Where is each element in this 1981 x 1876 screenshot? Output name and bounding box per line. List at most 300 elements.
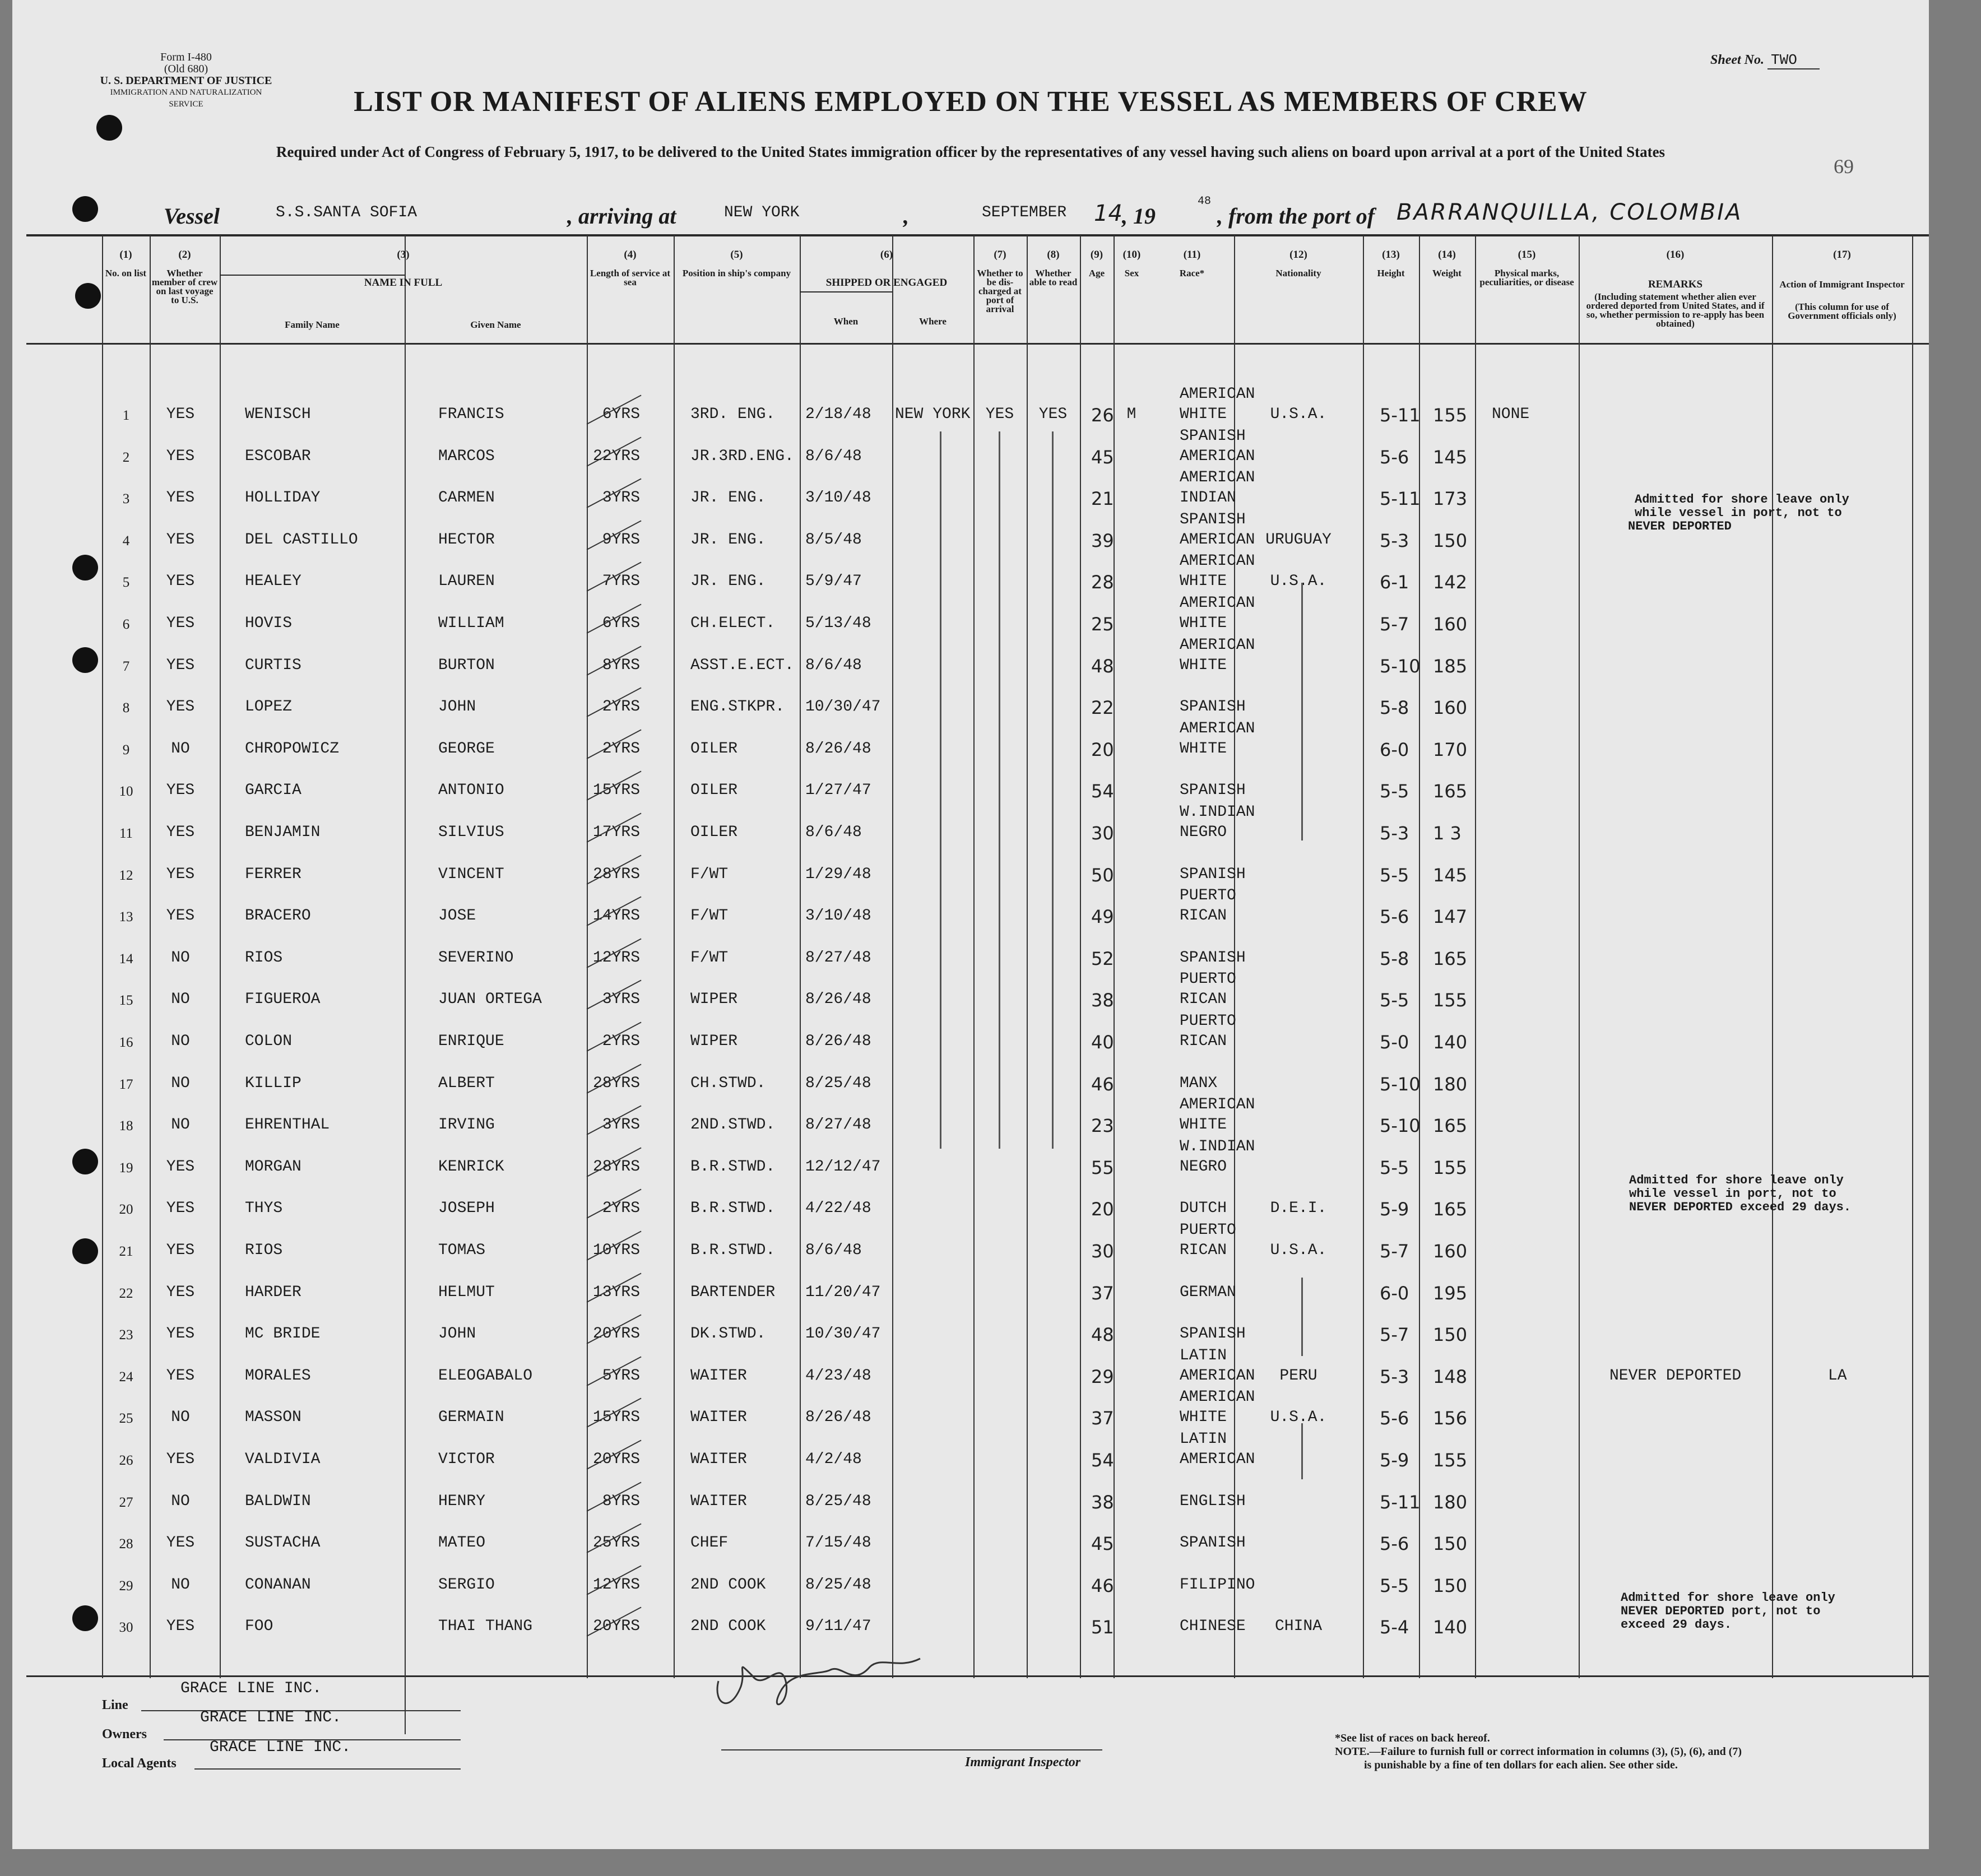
given-name: KENRICK bbox=[438, 1158, 504, 1176]
race-line-2: DUTCH bbox=[1180, 1200, 1227, 1218]
race-line-2: AMERICAN bbox=[1180, 447, 1255, 465]
col-given-label: Given Name bbox=[470, 319, 521, 330]
position: JR. ENG. bbox=[690, 531, 766, 549]
service-length: 8YRS bbox=[602, 1492, 640, 1510]
given-name: JOHN bbox=[438, 1325, 476, 1343]
inspector-signature bbox=[707, 1636, 943, 1720]
manifest-sheet bbox=[12, 0, 1929, 1849]
race-line-2: RICAN bbox=[1180, 1033, 1227, 1050]
prev-voyage: NO bbox=[171, 1409, 190, 1427]
position: WAITER bbox=[690, 1451, 747, 1468]
column-rule bbox=[1363, 235, 1364, 1678]
age: 54 bbox=[1091, 1450, 1114, 1471]
col-c17-num: (17) bbox=[1833, 249, 1851, 261]
height: 5-11 bbox=[1380, 405, 1421, 426]
position: WAITER bbox=[690, 1492, 747, 1510]
col-c14-label: Weight bbox=[1432, 268, 1462, 278]
owners-value: GRACE LINE INC. bbox=[200, 1709, 342, 1726]
race-line-2: RICAN bbox=[1180, 907, 1227, 925]
arrival-day: 14 bbox=[1094, 201, 1122, 226]
year-label: , 19 bbox=[1122, 203, 1156, 229]
prev-voyage: YES bbox=[166, 1200, 195, 1218]
position: WAITER bbox=[690, 1367, 747, 1385]
row-number: 25 bbox=[119, 1411, 133, 1427]
col-c17-sub: (This column for use of Government officials only) bbox=[1788, 301, 1896, 321]
race-line-2: CHINESE bbox=[1180, 1618, 1246, 1636]
col-c15-num: (15) bbox=[1518, 249, 1536, 261]
nationality: CHINA bbox=[1274, 1618, 1322, 1636]
height: 5-5 bbox=[1380, 1157, 1409, 1178]
weight: 180 bbox=[1433, 1073, 1468, 1095]
height: 5-4 bbox=[1380, 1617, 1409, 1638]
remark-stamp-1: Admitted for shore leave only while vessel in port, not to NEVER DEPORTED bbox=[1628, 493, 1849, 533]
col-c14-num: (14) bbox=[1438, 249, 1456, 261]
height: 5-9 bbox=[1380, 1450, 1409, 1471]
col-c12-num: (12) bbox=[1289, 249, 1307, 261]
position: OILER bbox=[690, 782, 738, 800]
race-line-2: WHITE bbox=[1180, 740, 1227, 758]
col-c5-num: (5) bbox=[730, 249, 743, 261]
owners-label: Owners bbox=[102, 1727, 147, 1742]
position: 2ND COOK bbox=[690, 1576, 766, 1594]
family-name: RIOS bbox=[245, 1242, 283, 1259]
service-length: 6YRS bbox=[602, 615, 640, 632]
col-c11-label: Race* bbox=[1179, 268, 1205, 278]
vessel-name: S.S.SANTA SOFIA bbox=[276, 204, 417, 221]
given-name: LAUREN bbox=[438, 573, 495, 591]
underline bbox=[194, 1768, 461, 1770]
service-length: 2YRS bbox=[602, 698, 640, 716]
given-name: ELEOGABALO bbox=[438, 1367, 533, 1385]
row-number: 16 bbox=[119, 1035, 133, 1050]
race-line-1: AMERICAN bbox=[1180, 1096, 1255, 1114]
column-rule bbox=[1579, 235, 1580, 1678]
remarks: NEVER DEPORTED bbox=[1609, 1367, 1742, 1385]
row-number: 23 bbox=[119, 1327, 133, 1343]
family-name: COLON bbox=[245, 1033, 293, 1050]
given-name: GEORGE bbox=[438, 740, 495, 758]
height: 5-11 bbox=[1380, 1491, 1421, 1513]
age: 46 bbox=[1091, 1073, 1114, 1095]
race-line-2: INDIAN bbox=[1180, 489, 1236, 507]
col-c15-label: Physical marks, peculiarities, or disease bbox=[1479, 268, 1574, 287]
arrival-port: NEW YORK bbox=[724, 204, 800, 221]
shipped-when: 1/29/48 bbox=[805, 865, 871, 883]
shipped-when: 8/26/48 bbox=[805, 740, 871, 758]
race-line-2: RICAN bbox=[1180, 1242, 1227, 1259]
service-length: 14YRS bbox=[592, 907, 640, 925]
weight: 1 3 bbox=[1433, 823, 1462, 844]
service-length: 20YRS bbox=[592, 1618, 640, 1636]
col-c2-label: Whether member of crew on last voyage to U.S. bbox=[151, 268, 218, 305]
height: 6-0 bbox=[1380, 1282, 1409, 1304]
given-name: GERMAIN bbox=[438, 1409, 504, 1427]
position: WAITER bbox=[690, 1409, 747, 1427]
weight: 150 bbox=[1433, 1575, 1468, 1596]
shipped-when: 2/18/48 bbox=[805, 406, 871, 423]
prev-voyage: YES bbox=[166, 1283, 195, 1301]
prev-voyage: YES bbox=[166, 1451, 195, 1468]
shipped-when: 8/26/48 bbox=[805, 1033, 871, 1050]
race-line-2: MANX bbox=[1180, 1074, 1218, 1092]
prev-voyage: YES bbox=[166, 615, 195, 632]
service-length: 13YRS bbox=[592, 1283, 640, 1301]
col-c4-num: (4) bbox=[624, 249, 637, 261]
shipped-when: 8/27/48 bbox=[805, 949, 871, 967]
service-length: 2YRS bbox=[602, 1200, 640, 1218]
prev-voyage: YES bbox=[166, 907, 195, 925]
column-rule bbox=[1080, 235, 1081, 1678]
row-number: 18 bbox=[119, 1118, 133, 1134]
col-c10-num: (10) bbox=[1122, 249, 1141, 261]
service-length: 3YRS bbox=[602, 991, 640, 1009]
given-name: SEVERINO bbox=[438, 949, 514, 967]
col-c12-label: Nationality bbox=[1275, 268, 1321, 278]
from-port-label: , from the port of bbox=[1217, 203, 1375, 229]
age: 37 bbox=[1091, 1282, 1114, 1304]
given-name: THAI THANG bbox=[438, 1618, 533, 1636]
height: 5-0 bbox=[1380, 1032, 1409, 1053]
race-line-2: WHITE bbox=[1180, 1409, 1227, 1427]
race-line-1: W.INDIAN bbox=[1180, 804, 1255, 821]
age: 49 bbox=[1091, 906, 1114, 928]
nationality: D.E.I. bbox=[1270, 1200, 1327, 1218]
height: 5-5 bbox=[1380, 1575, 1409, 1596]
height: 5-10 bbox=[1380, 1073, 1421, 1095]
weight: 160 bbox=[1433, 614, 1468, 635]
age: 40 bbox=[1091, 1032, 1114, 1053]
service-length: 20YRS bbox=[592, 1451, 640, 1468]
prev-voyage: YES bbox=[166, 1325, 195, 1343]
ditto-mark bbox=[999, 431, 1000, 1149]
col-c9-label: Age bbox=[1088, 268, 1105, 278]
prev-voyage: NO bbox=[171, 1074, 190, 1092]
service-length: 17YRS bbox=[592, 824, 640, 841]
col-c1-label: No. on list bbox=[105, 268, 147, 278]
weight: 155 bbox=[1433, 1157, 1468, 1178]
service-length: 15YRS bbox=[592, 782, 640, 800]
height: 5-5 bbox=[1380, 781, 1409, 802]
weight: 165 bbox=[1433, 781, 1468, 802]
prev-voyage: NO bbox=[171, 991, 190, 1009]
age: 48 bbox=[1091, 655, 1114, 677]
row-number: 27 bbox=[119, 1494, 133, 1510]
page-title: LIST OR MANIFEST OF ALIENS EMPLOYED ON THE VESSEL AS MEMBERS OF CREW bbox=[354, 86, 1588, 118]
family-name: MORALES bbox=[245, 1367, 311, 1385]
height: 5-6 bbox=[1380, 1533, 1409, 1555]
arrival-year: 48 bbox=[1198, 195, 1212, 208]
height: 5-7 bbox=[1380, 614, 1409, 635]
prev-voyage: YES bbox=[166, 1242, 195, 1259]
service-length: 12YRS bbox=[592, 949, 640, 967]
age: 45 bbox=[1091, 1533, 1114, 1555]
given-name: SERGIO bbox=[438, 1576, 495, 1594]
column-rule bbox=[1772, 235, 1773, 1678]
col-c4-label: Length of service at sea bbox=[590, 268, 671, 287]
race-line-2: FILIPINO bbox=[1180, 1576, 1255, 1594]
family-name: WENISCH bbox=[245, 406, 311, 423]
weight: 155 bbox=[1433, 990, 1468, 1011]
prev-voyage: YES bbox=[166, 573, 195, 591]
age: 37 bbox=[1091, 1408, 1114, 1429]
race-line-2: WHITE bbox=[1180, 1116, 1227, 1134]
height: 5-6 bbox=[1380, 1408, 1409, 1429]
race-line-2: NEGRO bbox=[1180, 824, 1227, 841]
inspector-label: Immigrant Inspector bbox=[965, 1755, 1081, 1770]
position: CH.STWD. bbox=[690, 1074, 766, 1092]
column-rule bbox=[800, 235, 801, 1678]
race-line-1: SPANISH bbox=[1180, 510, 1246, 528]
nationality: U.S.A. bbox=[1270, 573, 1327, 591]
weight: 156 bbox=[1433, 1408, 1468, 1429]
race-line-1: AMERICAN bbox=[1180, 552, 1255, 570]
position: JR. ENG. bbox=[690, 573, 766, 591]
from-port: BARRANQUILLA, COLOMBIA bbox=[1397, 199, 1743, 225]
weight: 155 bbox=[1433, 405, 1468, 426]
ditto-mark bbox=[940, 431, 941, 1149]
given-name: ALBERT bbox=[438, 1074, 495, 1092]
row-number: 22 bbox=[119, 1285, 133, 1301]
age: 48 bbox=[1091, 1324, 1114, 1346]
ditto-mark bbox=[1301, 1278, 1303, 1356]
family-name: BALDWIN bbox=[245, 1492, 311, 1510]
age: 38 bbox=[1091, 990, 1114, 1011]
nationality: U.S.A. bbox=[1270, 406, 1327, 423]
given-name: MARCOS bbox=[438, 447, 495, 465]
row-number: 13 bbox=[119, 909, 133, 925]
height: 5-3 bbox=[1380, 1366, 1409, 1387]
row-number: 7 bbox=[122, 658, 130, 674]
height: 5-6 bbox=[1380, 446, 1409, 468]
shipped-when: 8/6/48 bbox=[805, 1242, 862, 1259]
prev-voyage: YES bbox=[166, 1618, 195, 1636]
race-line-2: SPANISH bbox=[1180, 865, 1246, 883]
weight: 173 bbox=[1433, 488, 1468, 510]
race-line-1: AMERICAN bbox=[1180, 595, 1255, 612]
col-c8-num: (8) bbox=[1047, 249, 1060, 261]
column-rule bbox=[1475, 235, 1476, 1678]
col-c11-num: (11) bbox=[1183, 249, 1201, 261]
col-c3-num: (3) bbox=[397, 249, 410, 261]
sheet-value: TWO bbox=[1767, 52, 1820, 69]
prev-voyage: YES bbox=[166, 489, 195, 507]
race-line-1: AMERICAN bbox=[1180, 1389, 1255, 1406]
position: JR.3RD.ENG. bbox=[690, 447, 794, 465]
nationality: URUGUAY bbox=[1265, 531, 1332, 549]
height: 5-7 bbox=[1380, 1324, 1409, 1346]
weight: 170 bbox=[1433, 739, 1468, 760]
position: OILER bbox=[690, 824, 738, 841]
physical-marks: NONE bbox=[1492, 406, 1530, 423]
punch-hole bbox=[72, 1605, 98, 1631]
service-length: 9YRS bbox=[602, 531, 640, 549]
shipped-when: 4/23/48 bbox=[805, 1367, 871, 1385]
race-line-1: LATIN bbox=[1180, 1431, 1227, 1448]
prev-voyage: YES bbox=[166, 656, 195, 674]
race-line-2: AMERICAN bbox=[1180, 1451, 1255, 1468]
col-c16-sub: (Including statement whether alien ever ordered deported from United States, and if so, whether permission to re-apply has been obtained) bbox=[1586, 291, 1765, 329]
shipped-when: 8/27/48 bbox=[805, 1116, 871, 1134]
race-line-1: PUERTO bbox=[1180, 887, 1236, 905]
ditto-mark bbox=[1301, 1423, 1303, 1479]
col-when-label: When bbox=[833, 316, 859, 327]
col-family-label: Family Name bbox=[285, 319, 340, 330]
row-number: 9 bbox=[122, 742, 130, 758]
remark-stamp-2: Admitted for shore leave only while vessel in port, not to NEVER DEPORTED exceed 29 days. bbox=[1629, 1173, 1852, 1214]
weight: 148 bbox=[1433, 1366, 1468, 1387]
shipped-when: 5/9/47 bbox=[805, 573, 862, 591]
given-name: HECTOR bbox=[438, 531, 495, 549]
age: 26 bbox=[1091, 405, 1114, 426]
height: 5-8 bbox=[1380, 697, 1409, 719]
page-subtitle: Required under Act of Congress of February 5, 1917, to be delivered to the United States immigration officer by the representatives of any vessel having such aliens on board upon arrival at a port of the United States bbox=[276, 143, 1665, 160]
age: 28 bbox=[1091, 572, 1114, 593]
form-old-number: (Old 680) bbox=[164, 63, 208, 75]
position: ASST.E.ECT. bbox=[690, 656, 794, 674]
position: 3RD. ENG. bbox=[690, 406, 776, 423]
nationality: PERU bbox=[1279, 1367, 1317, 1385]
punch-hole bbox=[72, 647, 98, 673]
shipped-when: 4/2/48 bbox=[805, 1451, 862, 1468]
position: B.R.STWD. bbox=[690, 1158, 776, 1176]
col-c7-num: (7) bbox=[994, 249, 1006, 261]
race-line-1: PUERTO bbox=[1180, 1013, 1236, 1030]
column-rule bbox=[973, 235, 975, 1678]
shipped-when: 8/26/48 bbox=[805, 991, 871, 1009]
shipped-when: 8/25/48 bbox=[805, 1074, 871, 1092]
col-c3-label: NAME IN FULL bbox=[364, 277, 443, 289]
row-number: 28 bbox=[119, 1536, 133, 1552]
family-name: GARCIA bbox=[245, 782, 301, 800]
family-name: EHRENTHAL bbox=[245, 1116, 330, 1134]
given-name: CARMEN bbox=[438, 489, 495, 507]
shipped-when: 12/12/47 bbox=[805, 1158, 881, 1176]
prev-voyage: YES bbox=[166, 531, 195, 549]
age: 20 bbox=[1091, 739, 1114, 760]
service-length: 3YRS bbox=[602, 1116, 640, 1134]
shipped-when: 11/20/47 bbox=[805, 1283, 881, 1301]
shipped-when: 3/10/48 bbox=[805, 489, 871, 507]
race-line-2: RICAN bbox=[1180, 991, 1227, 1009]
service-length: 20YRS bbox=[592, 1325, 640, 1343]
row-number: 4 bbox=[122, 533, 130, 549]
col-c7-label: Whether to be dis-charged at port of arrival bbox=[977, 268, 1023, 314]
weight: 165 bbox=[1433, 1199, 1468, 1220]
given-name: ANTONIO bbox=[438, 782, 504, 800]
age: 45 bbox=[1091, 446, 1114, 468]
punch-hole bbox=[72, 1149, 98, 1174]
column-rule bbox=[405, 291, 406, 1734]
shipped-when: 5/13/48 bbox=[805, 615, 871, 632]
service-length: 28YRS bbox=[592, 865, 640, 883]
position: DK.STWD. bbox=[690, 1325, 766, 1343]
row-number: 1 bbox=[122, 408, 130, 423]
given-name: HENRY bbox=[438, 1492, 486, 1510]
sheet-number bbox=[1710, 52, 1820, 68]
height: 5-6 bbox=[1380, 906, 1409, 928]
agents-label: Local Agents bbox=[102, 1756, 177, 1771]
punch-hole bbox=[75, 283, 101, 309]
age: 38 bbox=[1091, 1491, 1114, 1513]
family-name: HEALEY bbox=[245, 573, 301, 591]
position: CH.ELECT. bbox=[690, 615, 776, 632]
race-line-1: PUERTO bbox=[1180, 970, 1236, 988]
race-line-2: ENGLISH bbox=[1180, 1492, 1246, 1510]
height: 6-1 bbox=[1380, 572, 1409, 593]
given-name: JOSE bbox=[438, 907, 476, 925]
family-name: BENJAMIN bbox=[245, 824, 321, 841]
column-rule bbox=[1419, 235, 1420, 1678]
age: 21 bbox=[1091, 488, 1114, 510]
agents-value: GRACE LINE INC. bbox=[210, 1739, 351, 1756]
family-name: ESCOBAR bbox=[245, 447, 311, 465]
column-rule bbox=[674, 235, 675, 1678]
prev-voyage: YES bbox=[166, 824, 195, 841]
service-length: 3YRS bbox=[602, 489, 640, 507]
able-to-read: YES bbox=[1038, 406, 1068, 423]
race-line-2: WHITE bbox=[1180, 406, 1227, 423]
line-value: GRACE LINE INC. bbox=[180, 1680, 322, 1697]
row-number: 21 bbox=[119, 1244, 133, 1259]
family-name: LOPEZ bbox=[245, 698, 293, 716]
service-length: 22YRS bbox=[592, 447, 640, 465]
col-c2-num: (2) bbox=[178, 249, 191, 261]
service-length: 28YRS bbox=[592, 1074, 640, 1092]
row-number: 2 bbox=[122, 449, 130, 465]
row-number: 15 bbox=[119, 993, 133, 1009]
weight: 140 bbox=[1433, 1032, 1468, 1053]
col-c13-num: (13) bbox=[1382, 249, 1400, 261]
col-c17-label: Action of Immigrant Inspector bbox=[1779, 279, 1905, 290]
weight: 145 bbox=[1433, 864, 1468, 886]
weight: 150 bbox=[1433, 1324, 1468, 1346]
header-rule bbox=[800, 291, 892, 292]
shipped-when: 8/5/48 bbox=[805, 531, 862, 549]
race-line-2: SPANISH bbox=[1180, 1534, 1246, 1552]
weight: 147 bbox=[1433, 906, 1468, 928]
height: 5-3 bbox=[1380, 530, 1409, 551]
age: 50 bbox=[1091, 864, 1114, 886]
arriving-label: , arriving at bbox=[567, 203, 676, 229]
rule bbox=[26, 234, 1929, 236]
race-line-1: SPANISH bbox=[1180, 427, 1246, 445]
family-name: HARDER bbox=[245, 1283, 301, 1301]
age: 39 bbox=[1091, 530, 1114, 551]
nationality: U.S.A. bbox=[1270, 1242, 1327, 1259]
race-line-2: SPANISH bbox=[1180, 949, 1246, 967]
service-length: 6YRS bbox=[602, 406, 640, 423]
given-name: BURTON bbox=[438, 656, 495, 674]
remark-stamp-3: Admitted for shore leave only NEVER DEPORTED port, not to exceed 29 days. bbox=[1621, 1591, 1835, 1632]
given-name: TOMAS bbox=[438, 1242, 486, 1259]
given-name: JUAN ORTEGA bbox=[438, 991, 542, 1009]
race-line-2: WHITE bbox=[1180, 573, 1227, 591]
shipped-when: 8/6/48 bbox=[805, 824, 862, 841]
weight: 165 bbox=[1433, 1115, 1468, 1137]
col-c16-label: REMARKS bbox=[1648, 278, 1703, 290]
prev-voyage: NO bbox=[171, 1492, 190, 1510]
col-c13-label: Height bbox=[1377, 268, 1405, 278]
inspector-action: LA bbox=[1828, 1367, 1847, 1385]
position: F/WT bbox=[690, 949, 729, 967]
col-c6-label: SHIPPED OR ENGAGED bbox=[825, 277, 948, 289]
service-length: 5YRS bbox=[602, 1367, 640, 1385]
family-name: SUSTACHA bbox=[245, 1534, 321, 1552]
page-number: 69 bbox=[1834, 155, 1854, 178]
service-length: 15YRS bbox=[592, 1409, 640, 1427]
given-name: WILLIAM bbox=[438, 615, 504, 632]
service-length: 8YRS bbox=[602, 656, 640, 674]
